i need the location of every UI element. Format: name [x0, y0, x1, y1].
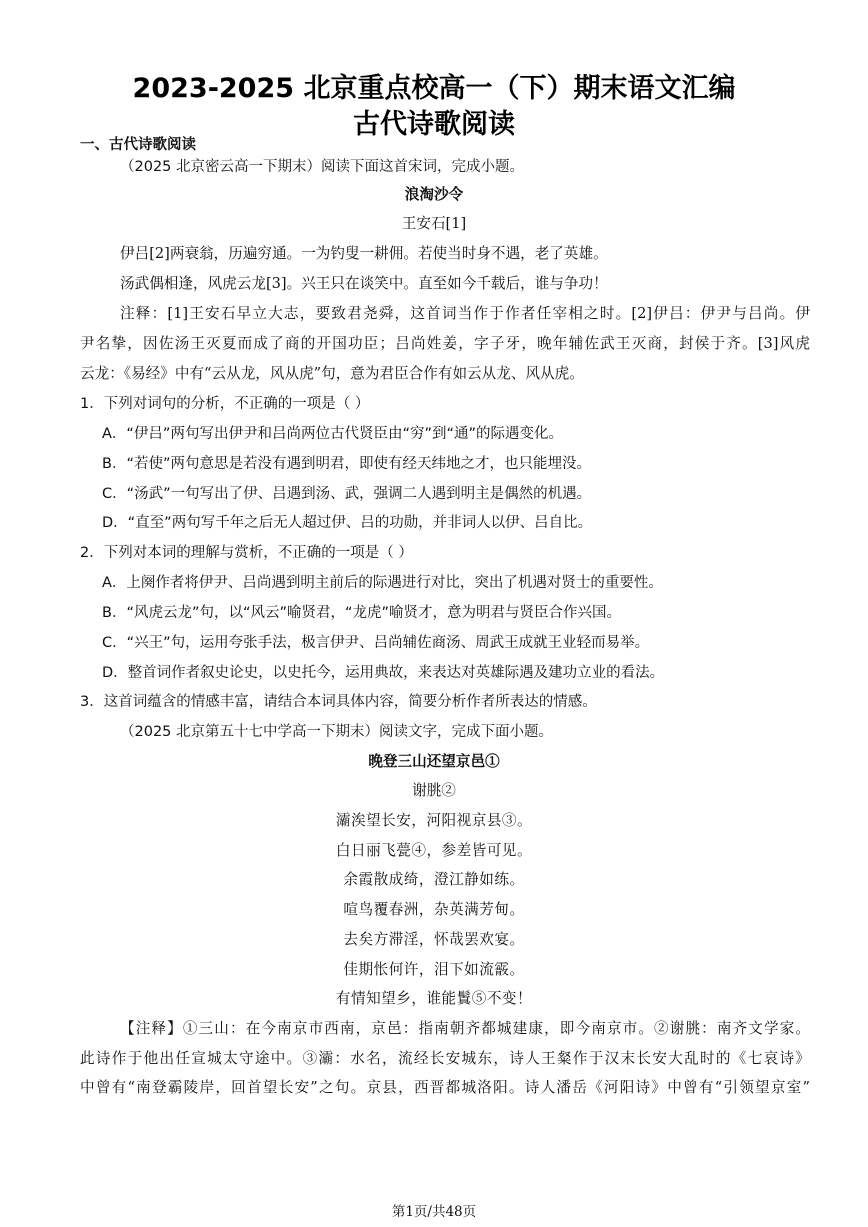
question-2-option-b: B．“风虎云龙”句，以“风云”喻贤君，“龙虎”喻贤才，意为明君与贤臣合作兴国。 — [102, 605, 622, 621]
poem-line: 灞涘望长安，河阳视京县③。 — [335, 812, 533, 829]
poem-title-2: 晚登三山还望京邑① — [368, 753, 500, 770]
poem-line: 喧鸟覆春洲，杂英满芳甸。 — [343, 901, 525, 918]
poem-line: 余霞散成绮，澄江静如练。 — [343, 871, 525, 888]
question-1-option-a: A．“伊吕”两句写出伊尹和吕尚两位古代贤臣由“穷”到“通”的际遇变化。 — [102, 426, 563, 442]
annotation-line: 注释：[1]王安石早立大志，要致君尧舜，这首词当作于作者任宰相之时。[2]伊吕：伊尹与吕尚。伊 — [120, 305, 810, 322]
annotation-line: 此诗作于他出任宣城太守途中。③灞：水名，流经长安城东，诗人王粲作于汉末长安大乱时的《七哀诗》 — [80, 1050, 810, 1067]
poem-author-1: 王安石[1] — [401, 215, 467, 232]
question-3-stem: 3．这首词蕴含的情感丰富，请结合本词具体内容，简要分析作者所表达的情感。 — [80, 694, 597, 710]
annotation-line: 中曾有“南登霸陵岸，回首望长安”之句。京县，西晋都城洛阳。诗人潘岳《河阳诗》中曾有“引领望京室” — [80, 1079, 810, 1096]
question-2-option-c: C．“兴王”句，运用夸张手法，极言伊尹、吕尚辅佐商汤、周武王成就王业轻而易举。 — [102, 635, 650, 651]
poem-line: 伊吕[2]两衰翁，历遍穷通。一为钓叟一耕佣。若使当时身不遇，老了英雄。 — [120, 245, 608, 262]
source-note-1: （2025 北京密云高一下期末）阅读下面这首宋词，完成小题。 — [120, 159, 525, 175]
question-2-stem: 2．下列对本词的理解与赏析，不正确的一项是（ ） — [80, 545, 413, 561]
poem-title-1: 浪淘沙令 — [404, 186, 464, 203]
poem-line: 佳期怅何许，泪下如流霰。 — [343, 961, 525, 978]
poem-line: 白日丽飞甍④，参差皆可见。 — [335, 842, 533, 859]
poem-line: 汤武偶相逢，风虎云龙[3]。兴王只在谈笑中。直至如今千载后，谁与争功！ — [120, 275, 608, 292]
question-1-option-b: B．“若使”两句意思是若没有遇到明君，即使有经天纬地之才，也只能埋没。 — [102, 456, 591, 472]
annotation-line: 【注释】①三山：在今南京市西南，京邑：指南朝齐都城建康，即今南京市。②谢朓：南齐文学家。 — [120, 1020, 810, 1037]
question-1-option-c: C．“汤武”一句写出了伊、吕遇到汤、武，强调二人遇到明主是偶然的机遇。 — [102, 486, 592, 502]
poem-line: 有情知望乡，谁能鬒⑤不变！ — [335, 990, 533, 1007]
question-1-option-d: D．“直至”两句写千年之后无人超过伊、吕的功勋，并非词人以伊、吕自比。 — [102, 515, 593, 531]
poem-line: 去矣方滞淫，怀哉罢欢宴。 — [343, 931, 525, 948]
document-subtitle: 古代诗歌阅读 — [353, 109, 515, 140]
question-2-option-d: D．整首词作者叙史论史，以史托今，运用典故，来表达对英雄际遇及建功立业的看法。 — [102, 665, 665, 681]
annotation-line: 云龙：《易经》中有“云从龙，风从虎”句，意为君臣合作有如云从龙、风从虎。 — [80, 365, 584, 382]
document-title: 2023-2025 北京重点校高一（下）期末语文汇编 — [132, 73, 736, 104]
question-1-stem: 1．下列对词句的分析，不正确的一项是（ ） — [80, 396, 370, 412]
section-heading: 一、古代诗歌阅读 — [80, 137, 196, 153]
annotation-line: 尹名挚，因佐汤王灭夏而成了商的开国功臣；吕尚姓姜，字子牙，晚年辅佐武王灭商，封侯于齐。[3]风虎 — [80, 335, 810, 352]
page-number: 第1页/共48页 — [391, 1204, 477, 1220]
poem-author-2: 谢朓② — [412, 782, 456, 799]
source-note-2: （2025 北京第五十七中学高一下期末）阅读文字，完成下面小题。 — [120, 724, 554, 740]
question-2-option-a: A．上阕作者将伊尹、吕尚遇到明主前后的际遇进行对比，突出了机遇对贤士的重要性。 — [102, 575, 663, 591]
